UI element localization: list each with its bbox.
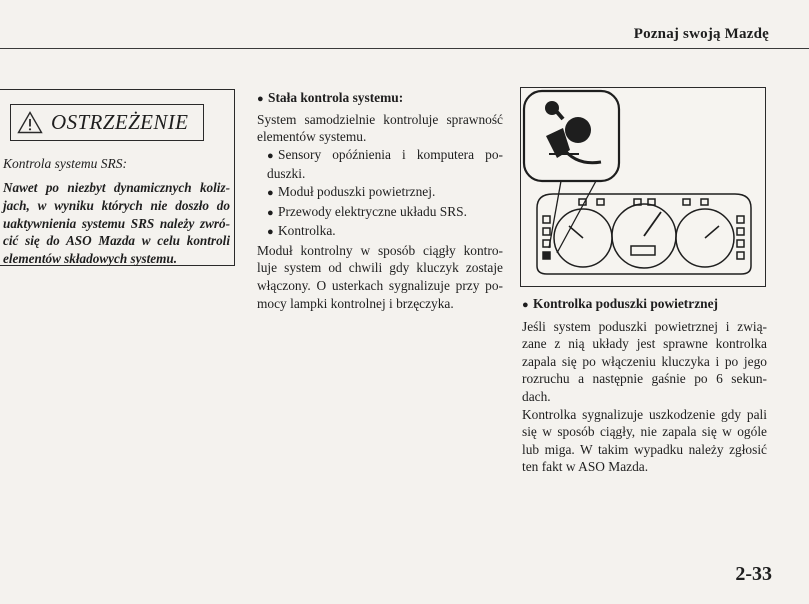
warning-text [3,179,230,268]
warning-box [0,89,235,266]
warning-line: jach, w wyniku których nie doszło do [3,197,230,213]
airbag-warning-icon [524,91,619,181]
header-divider [0,48,809,49]
page-number: 2-33 [735,563,772,585]
body-line: Jeśli system poduszki powietrznej i zwią- [522,318,767,334]
body-line: rozruchu a następnie gaśnie po 6 sekun- [522,371,767,387]
body-line: zane z nią układy jest sprawne kontrolka [522,336,767,352]
page-header-title: Poznaj swoją Mazdę [633,26,769,42]
bullet-text: Przewody elektryczne układu SRS. [278,203,467,219]
bullet-item [257,203,503,223]
body-line: ten fakt w ASO Mazda. [522,459,649,475]
intro-line: elementów systemu. [257,129,367,145]
body-line: Kontrolka sygnalizuje uszkodzenie gdy pali [522,406,767,422]
bullet-text: Kontrolka. [278,223,336,239]
intro-line: System samodzielnie kontroluje sprawność [257,111,503,127]
bullet-icon: ● [522,299,529,311]
bullet-icon: ● [257,93,264,105]
warning-header [10,104,204,141]
bullet-icon: ● [267,149,274,162]
bullet-text: Moduł poduszki powietrznej. [278,183,436,199]
warning-title: OSTRZEŻENIE [51,110,189,134]
body-line: się w sposób ciągły, nie zapala się w ogóle [522,424,767,440]
section-title [257,89,503,109]
bullet-icon: ● [267,186,274,199]
bullet-item-continuation: duszki. [267,166,306,182]
instrument-cluster-illustration [520,87,766,287]
bullet-item [257,146,503,166]
system-check-section [257,89,503,312]
body-line: zapala się po włączeniu kluczyka i po jego [522,353,767,369]
body-line: mocy lampki kontrolnej i brzęczyka. [257,295,454,311]
dashboard-cluster-drawing [521,88,767,288]
warning-line: cić się do ASO Mazda w celu kontroli [3,233,230,249]
warning-line: uaktywnienia systemu SRS należy zwró- [3,215,230,231]
section-title-text: Kontrolka poduszki powietrznej [533,296,719,311]
bullet-item [257,183,503,203]
section-title-text: Stała kontrola systemu: [268,90,404,105]
body-line: włączony. O usterkach sygnalizuje przy po- [257,277,503,293]
section-title [522,295,767,315]
body-line: Moduł kontrolny w sposób ciągły kontro- [257,242,503,258]
warning-triangle-icon [17,111,43,134]
bullet-icon: ● [267,206,274,219]
body-line: lub miga. W takim wypadku należy zgłosić [522,441,767,457]
body-line: luje system od chwili gdy kluczyk zostaje [257,260,503,276]
airbag-lamp-section [522,295,767,476]
bullet-text: Sensory opóźnienia i komputera po- [278,146,503,162]
warning-subtitle: Kontrola systemu SRS: [3,156,127,171]
bullet-icon: ● [267,226,274,239]
instrument-cluster [537,194,751,274]
body-line: dach. [522,388,551,404]
warning-line: elementów składowych systemu. [3,251,177,267]
warning-line: Nawet po niezbyt dynamicznych koliz- [3,180,230,195]
bullet-item [257,222,503,242]
